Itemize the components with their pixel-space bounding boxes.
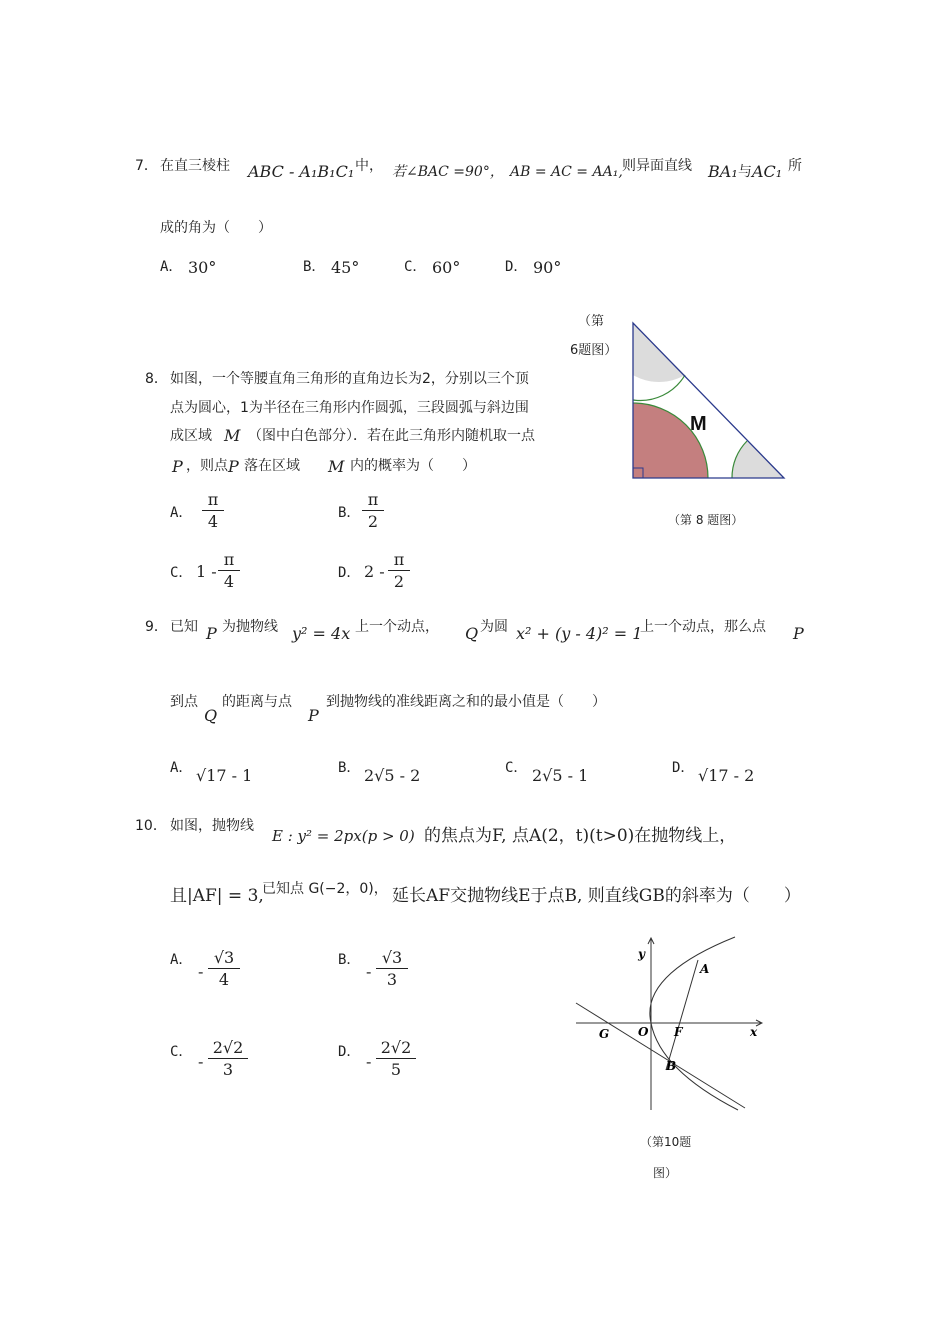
q8-line4-c: 内的概率为（ ） (350, 458, 476, 474)
q8-option-a-den: 4 (207, 512, 219, 531)
q8-option-d-label: D． (338, 565, 361, 581)
q9-option-c-label: C． (505, 760, 528, 776)
q8-line3-a: 成区域 (170, 428, 212, 444)
q9-l2c: 到抛物线的准线距离之和的最小值是（ ） (326, 694, 606, 710)
q8-line4-p2: P (228, 457, 239, 476)
q10-label-o: O (638, 1025, 649, 1039)
q10-label-x: x (750, 1025, 758, 1039)
q7-option-d-value: 90° (533, 258, 562, 277)
q10-option-c-sign: - (198, 1052, 204, 1071)
q8-number: 8． (145, 371, 168, 387)
q10-l2c: 延长AF交抛物线E于点B, 则直线GB的斜率为（ ） (392, 886, 801, 906)
q9-option-b-value: 2√5 - 2 (364, 766, 421, 785)
q10-caption-line2: 图） (653, 1166, 678, 1180)
q7-option-b-value: 45° (331, 258, 360, 277)
q7-option-a-label: A． (160, 259, 183, 275)
q9-option-c-value: 2√5 - 1 (532, 766, 589, 785)
q8-option-c-num: π (223, 550, 235, 569)
q8-right-gray-region (732, 441, 784, 478)
q7-zhong: 中， (355, 158, 383, 174)
q10-label-y: y (638, 947, 645, 961)
q10-option-b-fraction (376, 948, 408, 989)
q8-line4-p: P (172, 457, 183, 476)
q8-option-c-fraction (218, 550, 240, 591)
q10-option-d-label: D． (338, 1044, 361, 1060)
q8-option-d-den: 2 (393, 572, 405, 591)
q9-option-a-label: A． (170, 760, 193, 776)
q8-caption: （第 8 题图） (668, 513, 744, 527)
q10-option-d-den: 5 (390, 1060, 402, 1079)
q7-condition-edges: AB = AC = AA₁, (510, 164, 623, 180)
q8-option-b-num: π (367, 490, 379, 509)
q9-d: 为圆 (480, 619, 508, 635)
q10-option-d-sign: - (366, 1052, 372, 1071)
q10-option-c-fraction (208, 1038, 248, 1079)
q10-option-a-fraction (208, 948, 240, 989)
q7-continuation: 成的角为（ ） (160, 220, 272, 236)
q8-option-d-pre: 2 - (364, 562, 385, 581)
q10-b: 的焦点为F, 点A(2，t)(t>0)在抛物线上， (424, 826, 737, 846)
q7-condition-angle: 若∠BAC =90°， (392, 164, 504, 180)
q10-option-b-label: B． (338, 952, 361, 968)
q8-line4-m: M (328, 457, 345, 476)
q9-option-b-label: B． (338, 760, 361, 776)
q9-p2: P (793, 624, 804, 643)
q8-option-d-fraction (388, 550, 410, 591)
q7-prism: ABC - A₁B₁C₁ (248, 162, 355, 181)
q7-option-c-label: C． (404, 259, 427, 275)
q9-p3: P (308, 706, 319, 725)
q10-option-c-label: C． (170, 1044, 193, 1060)
q10-option-b-den: 3 (386, 970, 398, 989)
q10-parabola-eq: E : y² = 2px(p > 0) (272, 827, 415, 845)
q9-l2a: 到点 (170, 694, 198, 710)
q10-option-a-label: A． (170, 952, 193, 968)
q10-parabola-figure (570, 930, 770, 1115)
q7-line-ac1: AC₁ (752, 162, 783, 181)
q9-number: 9． (145, 619, 168, 635)
q8-option-c-pre: 1 - (196, 562, 217, 581)
q9-p: P (206, 624, 217, 643)
q8-option-a-fraction (202, 490, 224, 531)
q7-option-a-value: 30° (188, 258, 217, 277)
q8-option-b-den: 2 (367, 512, 379, 531)
q8-option-d-num: π (393, 550, 405, 569)
q8-region-m-label: M (690, 413, 707, 435)
q8-option-a-num: π (207, 490, 219, 509)
q10-line-ab (666, 960, 698, 1070)
q10-label-b: B (666, 1059, 677, 1073)
q10-option-c-num: 2√2 (212, 1038, 244, 1057)
q8-option-c-label: C． (170, 565, 193, 581)
q9-q2: Q (204, 706, 218, 725)
q7-yu: 与 (738, 164, 752, 180)
q9-l2b: 的距离与点 (222, 694, 292, 710)
q10-line-gb (576, 1003, 745, 1108)
q7-option-b-label: B． (303, 259, 326, 275)
q9-a: 已知 (170, 619, 198, 635)
q9-option-d-label: D． (672, 760, 695, 776)
q10-option-a-num: √3 (213, 948, 235, 967)
q6-caption-line2: 6题图） (570, 343, 618, 358)
q10-l2b: 已知点 G(−2，0)， (262, 881, 388, 897)
q10-option-a-den: 4 (218, 970, 230, 989)
q10-a: 如图，抛物线 (170, 818, 254, 834)
q9-option-a-value: √17 - 1 (196, 766, 253, 785)
q9-option-d-value: √17 - 2 (698, 766, 755, 785)
q7-number: 7． (135, 158, 158, 174)
q10-option-b-num: √3 (381, 948, 403, 967)
q9-c: 上一个动点， (355, 619, 439, 635)
q10-label-a: A (700, 962, 710, 976)
q9-q: Q (465, 624, 479, 643)
q8-option-b-fraction (362, 490, 384, 531)
q10-option-c-den: 3 (222, 1060, 234, 1079)
q8-line4-a: ，则点 (186, 458, 228, 474)
q10-option-d-num: 2√2 (380, 1038, 412, 1057)
q7-option-d-label: D． (505, 259, 528, 275)
q10-label-g: G (599, 1027, 610, 1041)
q10-option-d-fraction (376, 1038, 416, 1079)
q7-suo: 所 (788, 158, 802, 174)
q8-line1: 如图，一个等腰直角三角形的直角边长为2，分别以三个顶 (170, 371, 529, 387)
q8-option-b-label: B． (338, 505, 361, 521)
q9-circle-eq: x² + (y - 4)² = 1 (516, 624, 643, 643)
q7-lead: 在直三棱柱 (160, 158, 230, 174)
q10-option-b-sign: - (366, 962, 372, 981)
q8-option-c-den: 4 (223, 572, 235, 591)
q9-e: 上一个动点，那么点 (640, 619, 766, 635)
q8-line2: 点为圆心，1为半径在三角形内作圆弧，三段圆弧与斜边围 (170, 400, 529, 416)
q7-line-ba1: BA₁ (708, 162, 738, 181)
q10-caption-line1: （第10题 (640, 1135, 692, 1149)
q8-option-a-label: A． (170, 505, 193, 521)
q10-number: 10． (135, 818, 167, 834)
q8-line3-b: （图中白色部分）．若在此三角形内随机取一点 (248, 428, 535, 444)
q8-line4-b: 落在区域 (244, 458, 300, 474)
q6-caption-line1: （第 (578, 314, 605, 329)
q9-b: 为抛物线 (222, 619, 278, 635)
q7-option-c-value: 60° (432, 258, 461, 277)
q7-ask: 则异面直线 (622, 158, 692, 174)
q8-line3-m: M (224, 426, 241, 445)
q10-option-a-sign: - (198, 962, 204, 981)
q10-label-f: F (674, 1025, 683, 1039)
q8-triangle-figure (620, 318, 790, 490)
q9-parabola-eq: y² = 4x (292, 624, 351, 643)
q10-l2a: 且|AF| = 3, (170, 886, 264, 906)
